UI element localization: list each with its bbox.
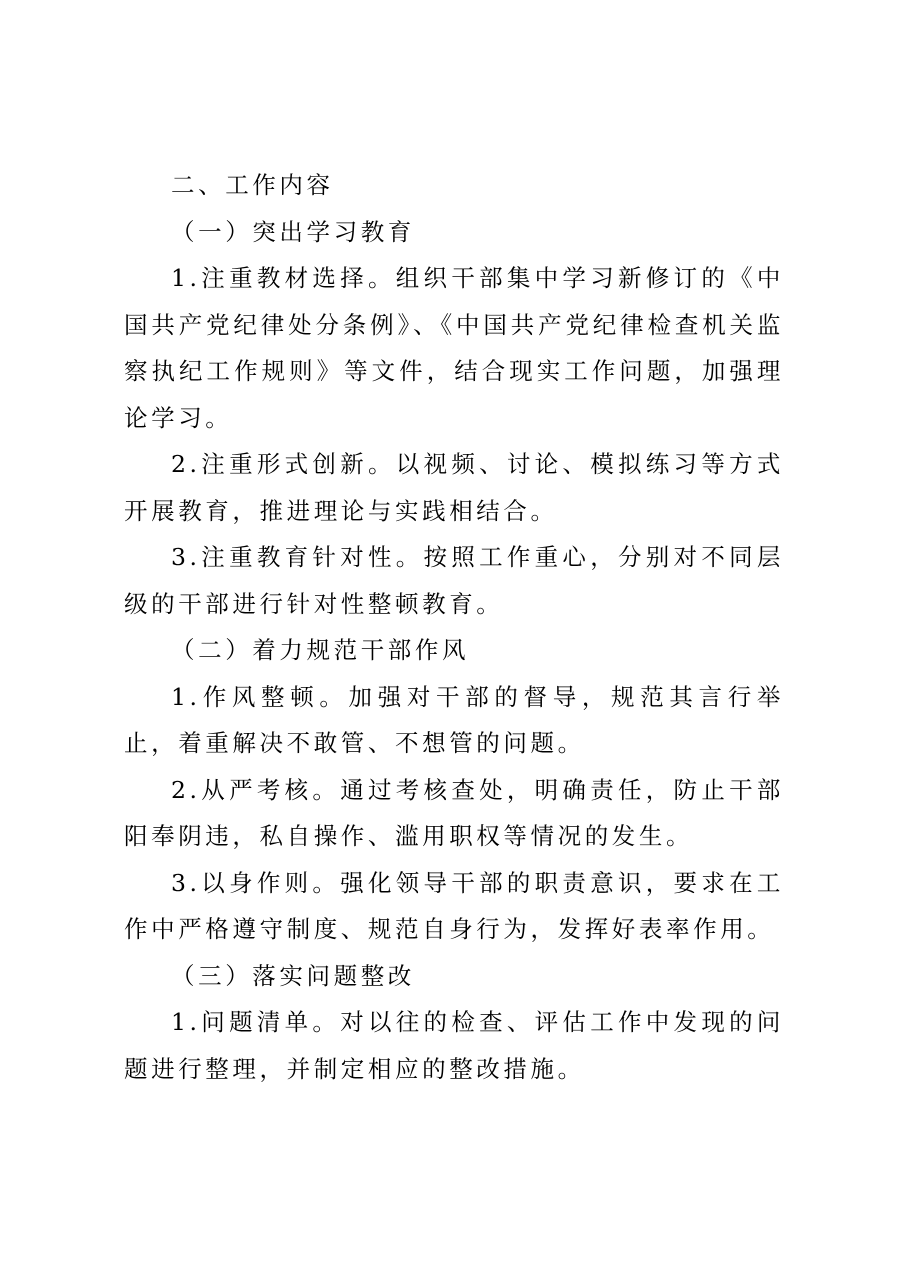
paragraph-3-1: 1.问题清单。对以往的检查、评估工作中发现的问题进行整理，并制定相应的整改措施。 [124,1008,784,1083]
subsection-title-2: （二）着力规范干部作风 [171,636,470,664]
document-body [124,162,784,1092]
section-title: 二、工作内容 [171,171,334,199]
subsection-title-1: （一）突出学习教育 [171,217,415,246]
paragraph-1-2: 2.注重形式创新。以视频、讨论、模拟练习等方式开展教育，推进理论与实践相结合。 [124,450,784,525]
paragraph-2-3: 3.以身作则。强化领导干部的职责意识，要求在工作中严格遵守制度、规范自身行为，发挥好表率作用。 [124,868,784,943]
paragraph-2-2: 2.从严考核。通过考核查处，明确责任，防止干部阳奉阴违，私自操作、滥用职权等情况的发生。 [124,775,784,850]
subsection-title-3: （三）落实问题整改 [171,961,415,990]
paragraph-1-3: 3.注重教育针对性。按照工作重心，分别对不同层级的干部进行针对性整顿教育。 [124,543,784,618]
paragraph-1-1: 1.注重教材选择。组织干部集中学习新修订的《中国共产党纪律处分条例》、《中国共产党纪律检查机关监察执纪工作规则》等文件，结合现实工作问题，加强理论学习。 [124,264,784,432]
paragraph-2-1: 1.作风整顿。加强对干部的督导，规范其言行举止，着重解决不敢管、不想管的问题。 [124,682,784,757]
